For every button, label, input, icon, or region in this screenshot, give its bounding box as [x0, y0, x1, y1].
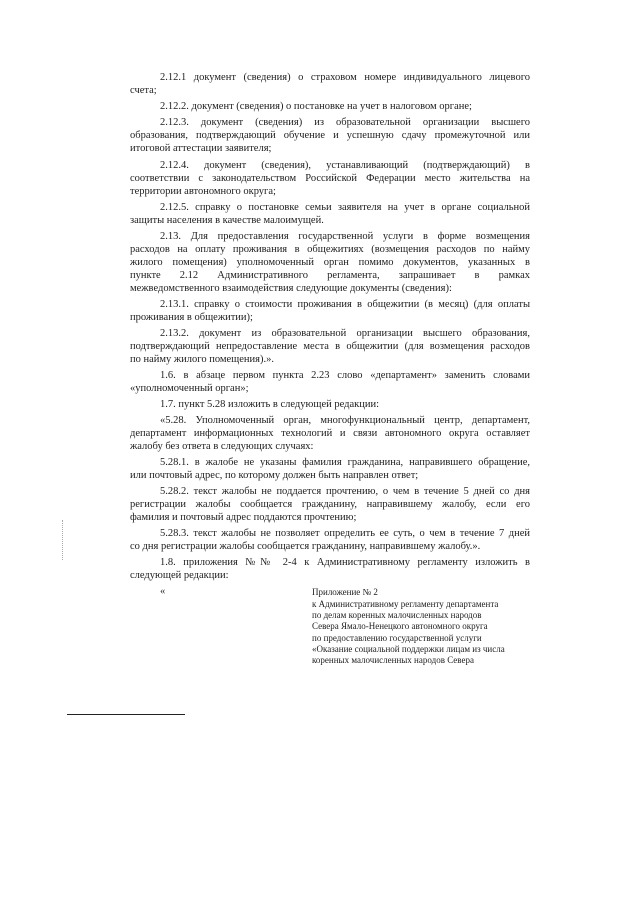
appendix-line: коренных малочисленных народов Севера [312, 655, 474, 665]
body-line: образования, подтверждающий обучение и успешную сдачу промежуточной или [130, 130, 530, 141]
body-line: 2.13. Для предоставления государственной услуги в форме возмещения [160, 231, 530, 242]
body-line: счета; [130, 85, 157, 96]
body-line: по найму жилого помещения).». [130, 354, 274, 365]
body-line: жилого помещения) уполномоченный орган помимо документов, указанных в [130, 257, 530, 268]
body-line: 2.12.1 документ (сведения) о страховом номере индивидуального лицевого [160, 72, 530, 83]
body-line: 5.28.2. текст жалобы не поддается прочтению, о чем в течение 5 дней со дня [160, 486, 530, 497]
body-line: подтверждающий непредоставление места в общежитии (для возмещения расходов [130, 341, 530, 352]
body-line: 1.7. пункт 5.28 изложить в следующей редакции: [160, 399, 379, 410]
body-line: соответствии с законодательством Российской Федерации место жительства на [130, 173, 530, 184]
appendix-line: по делам коренных малочисленных народов [312, 610, 482, 620]
margin-marks [62, 520, 66, 560]
body-line: жалобу без ответа в следующих случаях: [130, 441, 314, 452]
body-line: фамилия и почтовый адрес поддаются прочтению; [130, 512, 357, 523]
body-line: 1.8. приложения №№ 2-4 к Административному регламенту изложить в [160, 557, 530, 568]
body-line: 2.12.2. документ (сведения) о постановке на учет в налоговом органе; [160, 101, 472, 112]
body-line: департамент информационных технологий и связи автономного округа оставляет [130, 428, 530, 439]
body-line: расходов на оплату проживания в общежитиях (возмещения расходов по найму [130, 244, 530, 255]
footnote-rule [67, 714, 185, 715]
body-line: или почтовый адрес, по которому должен быть направлен ответ; [130, 470, 419, 481]
body-line: «5.28. Уполномоченный орган, многофункциональный центр, департамент, [160, 415, 530, 426]
body-line: пункте 2.12 Административного регламента, запрашивает в рамках [130, 270, 530, 281]
body-line: 2.12.4. документ (сведения), устанавливающий (подтверждающий) в [160, 160, 530, 171]
body-line: 2.13.2. документ из образовательной организации высшего образования, [160, 328, 530, 339]
body-line: защиты населения в качестве малоимущей. [130, 215, 324, 226]
body-line: следующей редакции: [130, 570, 229, 581]
body-line: итоговой аттестации заявителя; [130, 143, 272, 154]
appendix-line: Приложение № 2 [312, 587, 378, 597]
appendix-line: Севера Ямало-Ненецкого автономного округа [312, 621, 488, 631]
appendix-line: «Оказание социальной поддержки лицам из числа [312, 644, 505, 654]
appendix-line: к Административному регламенту департамента [312, 599, 499, 609]
body-line: межведомственного взаимодействия следующие документы (сведения): [130, 283, 452, 294]
appendix-line: по предоставлению государственной услуги [312, 633, 482, 643]
body-line: регистрации жалобы сообщается гражданину, направившему жалобу, если его [130, 499, 530, 510]
body-line: 2.13.1. справку о стоимости проживания в общежитии (в месяц) (для оплаты [160, 299, 530, 310]
body-line: территории автономного округа; [130, 186, 276, 197]
body-line: 2.12.5. справку о постановке семьи заявителя на учет в органе социальной [160, 202, 530, 213]
body-line: 5.28.3. текст жалобы не позволяет определить ее суть, о чем в течение 7 дней [160, 528, 530, 539]
body-line: 1.6. в абзаце первом пункта 2.23 слово «департамент» заменить словами [160, 370, 530, 381]
body-line: «уполномоченный орган»; [130, 383, 249, 394]
body-line: 2.12.3. документ (сведения) из образовательной организации высшего [160, 117, 530, 128]
body-line: « [160, 586, 166, 597]
body-line: 5.28.1. в жалобе не указаны фамилия гражданина, направившего обращение, [160, 457, 530, 468]
body-line: со дня регистрации жалобы сообщается гражданину, направившему жалобу.». [130, 541, 481, 552]
body-line: проживания в общежитии); [130, 312, 253, 323]
